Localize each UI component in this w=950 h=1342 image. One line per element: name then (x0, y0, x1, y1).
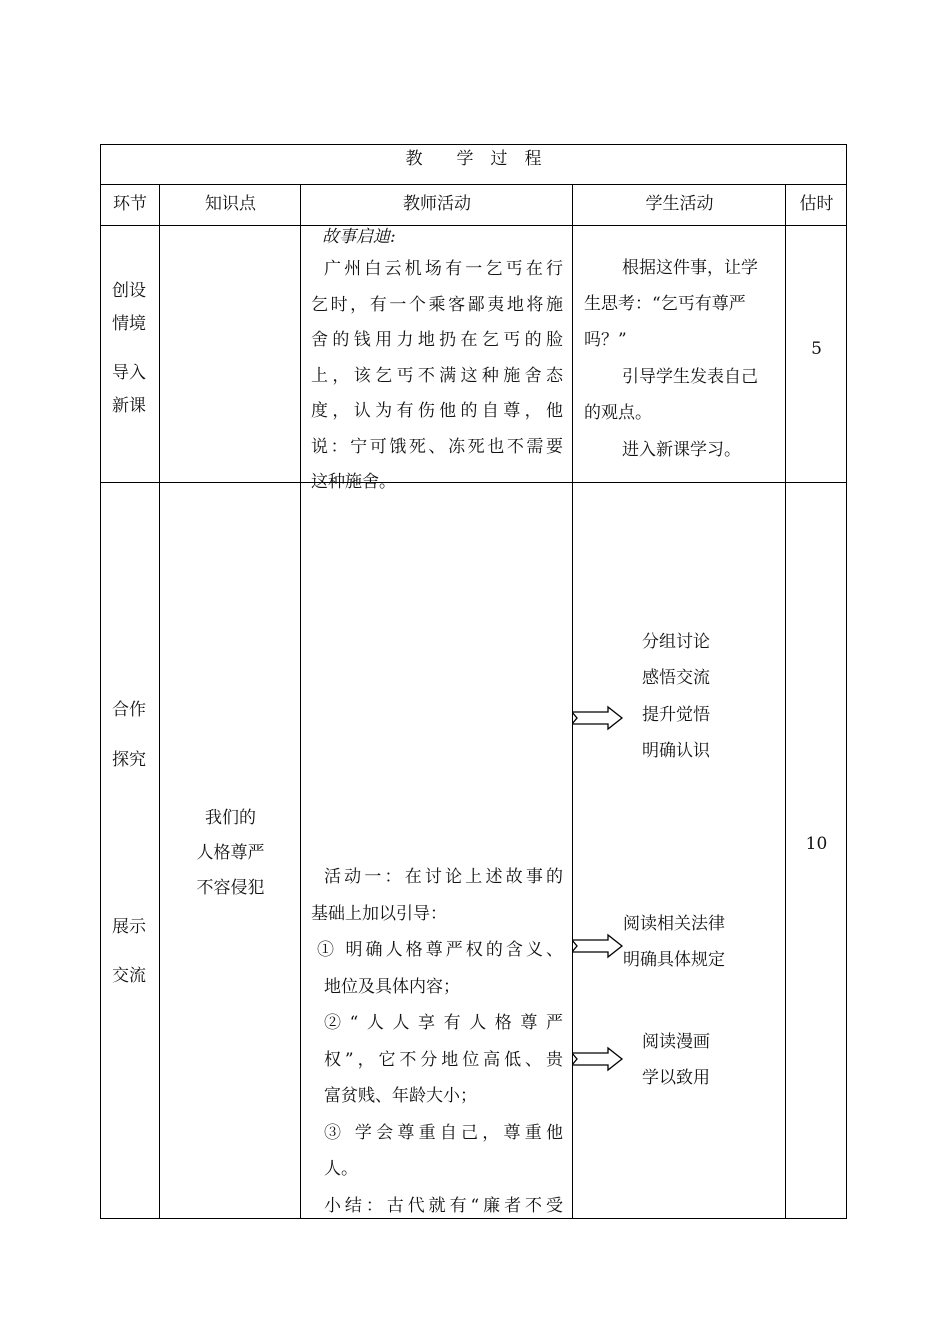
row1-student-line: 的观点。 (584, 403, 652, 423)
row2-stage-line: 展示 (112, 917, 146, 937)
row2-teacher-line: 基础上加以引导： (311, 903, 447, 924)
row1-student-line: 吗？” (584, 330, 627, 350)
header-student-activity: 学生活动 (645, 194, 714, 214)
row1-stage-line: 情境 (112, 314, 146, 334)
row1-teacher-line: 广州白云机场有一乞丐在行 (324, 259, 563, 279)
double-arrow-right-icon (572, 1046, 624, 1072)
row1-teacher-line: 度，认为有伤他的自尊，他 (311, 401, 563, 421)
row2-student-group3-line: 学以致用 (642, 1068, 710, 1088)
header-row-divider (100, 225, 847, 226)
row2-teacher-line: 富贫贱、年龄大小； (324, 1086, 477, 1106)
row1-teacher-line: 舍的钱用力地扔在乞丐的脸 (311, 330, 563, 350)
row1-stage-line: 导入 (112, 363, 146, 383)
table-border-right (846, 144, 847, 1219)
table-title: 教 学 过 程 (405, 149, 542, 169)
row2-teacher-line: 活动一：在讨论上述故事的 (324, 867, 563, 887)
row2-teacher-line: ②“人人享有人格尊严 (324, 1013, 563, 1033)
table-border-left (100, 144, 101, 1219)
row2-teacher-line: 人。 (324, 1159, 358, 1179)
row2-teacher-line: 权”，它不分地位高低、贵 (324, 1049, 563, 1070)
row2-student-group1-line: 感悟交流 (642, 668, 710, 688)
row1-teacher-line: 上，该乞丐不满这种施舍态 (311, 365, 563, 386)
row1-student-line: 生思考：“乞丐有尊严 (584, 294, 746, 314)
row2-time: 10 (805, 834, 828, 854)
row2-teacher-line: ① 明确人格尊严权的含义、 (317, 940, 563, 960)
row2-student-group1-line: 分组讨论 (642, 632, 710, 652)
table-border-top (100, 144, 847, 145)
row2-teacher-line: 小结：古代就有“廉者不受 (324, 1195, 563, 1216)
row1-teacher-heading: 故事启迪: (322, 227, 396, 247)
row2-stage-line: 探究 (112, 750, 146, 770)
row2-teacher-line: ③ 学会尊重自己，尊重他 (324, 1122, 563, 1143)
column-divider-2 (300, 184, 301, 1219)
row2-student-group1-line: 明确认识 (642, 741, 710, 761)
row2-knowledge-line: 人格尊严 (196, 843, 265, 863)
row1-teacher-line: 乞时，有一个乘客鄙夷地将施 (311, 294, 563, 315)
row1-teacher-text (311, 252, 563, 501)
header-knowledge: 知识点 (205, 194, 256, 214)
row2-teacher-line: 地位及具体内容； (324, 976, 460, 997)
row2-student-group1-line: 提升觉悟 (642, 705, 710, 725)
row1-stage-line: 新课 (112, 396, 146, 416)
header-teacher-activity: 教师活动 (403, 194, 471, 214)
row1-time: 5 (811, 339, 822, 359)
row2-student-group2-line: 明确具体规定 (623, 950, 725, 970)
row1-student-line: 引导学生发表自己 (622, 367, 758, 387)
row1-teacher-line: 这种施舍。 (311, 472, 396, 492)
row2-knowledge-line: 不容侵犯 (196, 878, 265, 898)
row2-stage-line: 交流 (112, 966, 146, 986)
double-arrow-right-icon (572, 933, 624, 959)
row2-student-group3-line: 阅读漫画 (642, 1032, 710, 1052)
row2-knowledge-line: 我们的 (205, 808, 256, 828)
header-stage: 环节 (113, 194, 147, 214)
row1-stage-line: 创设 (112, 281, 146, 301)
header-time: 估时 (799, 194, 834, 214)
double-arrow-right-icon (572, 705, 624, 731)
row1-student-line: 根据这件事，让学 (622, 258, 758, 278)
column-divider-1 (159, 184, 160, 1219)
row2-stage-line: 合作 (112, 700, 146, 720)
row1-student-line: 进入新课学习。 (622, 440, 741, 460)
title-row-divider (100, 184, 847, 185)
row1-teacher-line: 说：宁可饿死、冻死也不需要 (311, 436, 563, 457)
row2-student-group2-line: 阅读相关法律 (623, 914, 725, 934)
row2-teacher-text (311, 859, 563, 1224)
